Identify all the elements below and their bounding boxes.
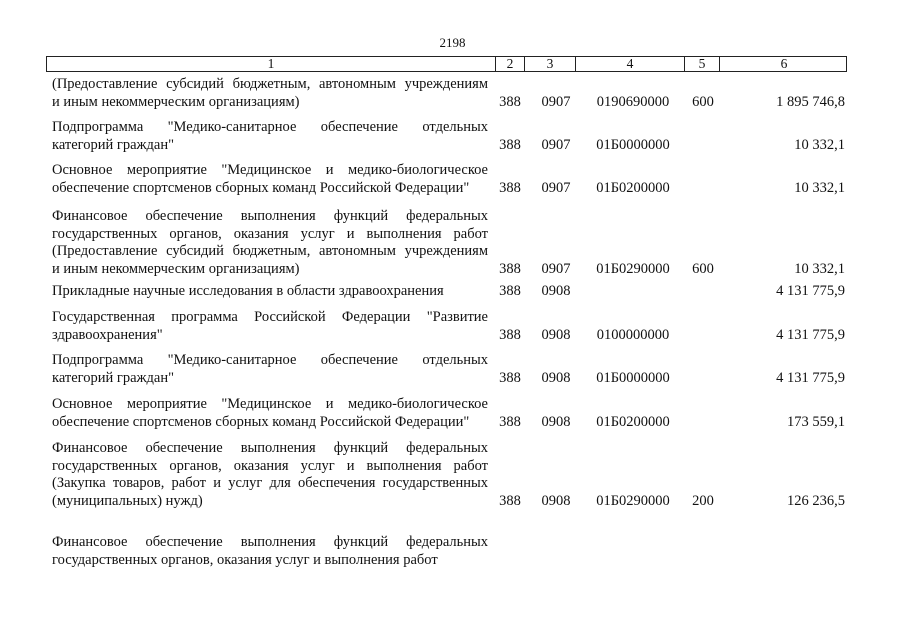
description-line: и иным некоммерческим организациям)	[52, 93, 300, 110]
header-col-4: 4	[576, 57, 685, 71]
cell-c2: 388	[499, 413, 521, 430]
description-line: государственных органов, оказания услуг и выполнения работ	[52, 551, 438, 568]
cell-c4: 01Б0200000	[596, 413, 670, 430]
description-line: Подпрограмма "Медико-санитарное обеспечение отдельных	[52, 119, 488, 135]
cell-c3: 0907	[541, 136, 571, 153]
row-description	[52, 396, 488, 431]
header-col-5: 5	[685, 57, 720, 71]
row-description	[52, 534, 488, 569]
cell-c3: 0908	[541, 369, 571, 386]
description-line: и иным некоммерческим организациям)	[52, 260, 300, 277]
page-number: 2198	[439, 35, 466, 50]
description-line: Финансовое обеспечение выполнения функций федеральных	[52, 440, 488, 456]
header-col-6: 6	[780, 56, 788, 71]
cell-c4: 01Б0290000	[596, 492, 670, 509]
cell-c6: 126 236,5	[787, 492, 845, 509]
description-line: Финансовое обеспечение выполнения функций федеральных	[52, 534, 488, 550]
header-col-2: 2	[496, 57, 525, 71]
description-line: категорий граждан"	[52, 369, 175, 386]
description-line: Основное мероприятие "Медицинское и медико-биологическое	[52, 396, 488, 412]
cell-c6: 173 559,1	[787, 413, 845, 430]
row-description	[52, 162, 488, 197]
row-description	[52, 76, 488, 111]
cell-c6: 4 131 775,9	[776, 326, 845, 343]
cell-c5: 600	[692, 93, 714, 110]
cell-c3: 0908	[541, 413, 571, 430]
cell-c3: 0907	[541, 93, 571, 110]
cell-c3: 0908	[541, 492, 571, 509]
row-description	[52, 352, 488, 387]
header-col-1: 1	[47, 57, 496, 71]
description-line: категорий граждан"	[52, 136, 175, 153]
cell-c4: 01Б0000000	[596, 369, 670, 386]
cell-c2: 388	[499, 260, 521, 277]
cell-c2: 388	[499, 326, 521, 343]
description-line: Финансовое обеспечение выполнения функций федеральных	[52, 208, 488, 224]
cell-c3: 0908	[541, 326, 571, 343]
cell-c2: 388	[499, 369, 521, 386]
description-line: Основное мероприятие "Медицинское и медико-биологическое	[52, 162, 488, 178]
row-description	[52, 440, 488, 510]
cell-c2: 388	[499, 93, 521, 110]
cell-c6: 4 131 775,9	[776, 283, 845, 299]
cell-c2: 388	[499, 179, 521, 196]
cell-c2: 388	[499, 283, 521, 299]
table-header	[46, 56, 847, 72]
cell-c6: 10 332,1	[794, 260, 845, 277]
description-line: Подпрограмма "Медико-санитарное обеспечение отдельных	[52, 352, 488, 368]
row-description	[52, 283, 488, 301]
description-line: Прикладные научные исследования в области здравоохранения	[52, 283, 444, 299]
description-line: обеспечение спортсменов сборных команд Российской Федерации"	[52, 413, 470, 430]
description-line: (Предоставление субсидий бюджетным, автономным учреждениям	[52, 76, 488, 92]
cell-c3: 0907	[541, 179, 571, 196]
row-description	[52, 119, 488, 154]
cell-c4: 0100000000	[596, 326, 670, 343]
description-line: обеспечение спортсменов сборных команд Российской Федерации"	[52, 179, 470, 196]
cell-c4: 01Б0000000	[596, 136, 670, 153]
description-line: государственных органов, оказания услуг и выполнения работ	[52, 457, 488, 474]
description-line: Государственная программа Российской Федерации "Развитие	[52, 309, 488, 325]
cell-c6: 1 895 746,8	[776, 93, 845, 110]
cell-c2: 388	[499, 492, 521, 509]
cell-c2: 388	[499, 136, 521, 153]
description-line: государственных органов, оказания услуг и выполнения работ	[52, 225, 488, 242]
header-col-3: 3	[525, 57, 576, 71]
cell-c5: 200	[692, 492, 714, 509]
cell-c6: 10 332,1	[794, 136, 845, 153]
cell-c6: 10 332,1	[794, 179, 845, 196]
row-description	[52, 208, 488, 278]
description-line: (муниципальных) нужд)	[52, 492, 203, 509]
cell-c3: 0907	[541, 260, 571, 277]
cell-c6: 4 131 775,9	[776, 369, 845, 386]
cell-c4: 01Б0200000	[596, 179, 670, 196]
description-line: (Закупка товаров, работ и услуг для обеспечения государственных	[52, 475, 488, 491]
cell-c4: 01Б0290000	[596, 260, 670, 277]
description-line: здравоохранения"	[52, 326, 163, 343]
cell-c5: 600	[692, 260, 714, 277]
row-description	[52, 309, 488, 344]
cell-c3: 0908	[541, 283, 571, 299]
cell-c4: 0190690000	[596, 93, 670, 110]
description-line: (Предоставление субсидий бюджетным, автономным учреждениям	[52, 243, 488, 259]
